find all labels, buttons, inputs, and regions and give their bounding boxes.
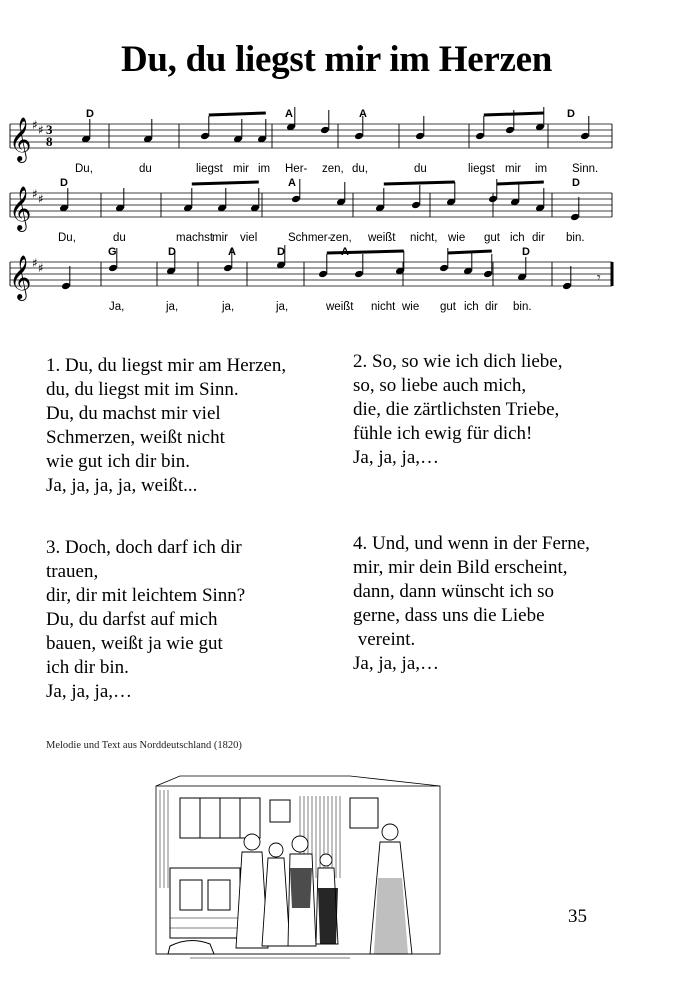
- lyric-syllable: weißt: [326, 301, 354, 313]
- chord-symbol: D: [86, 108, 94, 120]
- verse-line: vereint.: [353, 629, 416, 650]
- note-beam: [327, 251, 404, 253]
- verse-line: Ja, ja, ja,…: [353, 653, 440, 674]
- verse-4: [353, 532, 590, 676]
- family-singing-scene-icon: [150, 768, 446, 964]
- lyric-syllable: dir: [532, 232, 545, 244]
- lyric-syllable: zen,: [322, 163, 344, 175]
- key-signature-sharp-icon: ♯: [38, 192, 44, 206]
- verse-line: gerne, dass uns die Liebe: [353, 605, 545, 626]
- lyric-syllable: weißt: [368, 232, 396, 244]
- treble-clef-icon: [9, 186, 31, 232]
- lyric-syllable: zen,: [330, 232, 352, 244]
- chord-symbol: D: [572, 177, 580, 189]
- verse-line: Ja, ja, ja,…: [353, 447, 440, 468]
- verse-line: bauen, weißt ja wie gut: [46, 633, 223, 654]
- treble-clef-icon: [9, 117, 31, 163]
- lyric-syllable: du: [414, 163, 427, 175]
- svg-text:𝄞: 𝄞: [9, 186, 32, 230]
- chord-symbol: A: [285, 108, 293, 120]
- lyric-syllable: viel: [240, 232, 258, 244]
- note-beam: [384, 182, 455, 184]
- lyric-syllable: im: [258, 163, 271, 175]
- lyric-syllable: nicht,: [410, 232, 438, 244]
- lyric-syllable: Sinn.: [572, 163, 599, 175]
- verse-line: Du, du machst mir viel: [46, 403, 221, 424]
- note-beam: [484, 113, 544, 115]
- svg-text:𝄞: 𝄞: [9, 255, 32, 299]
- lyric-syllable: Her-: [285, 163, 308, 175]
- lyric-syllable: Du,: [75, 163, 93, 175]
- lyric-syllable: ja,: [166, 301, 179, 313]
- lyric-syllable: ja,: [276, 301, 289, 313]
- lyric-syllable: wie: [448, 232, 466, 244]
- lyric-syllable: mir: [212, 232, 228, 244]
- chord-symbol: D: [60, 177, 68, 189]
- verse-line: dann, dann wünscht ich so: [353, 581, 555, 602]
- key-signature-sharp-icon: ♯: [32, 256, 38, 270]
- verse-line: die, die zärtlichsten Triebe,: [353, 399, 560, 420]
- lyric-syllable: gut: [440, 301, 456, 313]
- verse-line: mir, mir dein Bild erscheint,: [353, 557, 568, 578]
- key-signature-sharp-icon: ♯: [32, 118, 38, 132]
- chord-symbol: A: [228, 246, 236, 258]
- lyric-syllable: wie: [402, 301, 420, 313]
- lyric-syllable: ich: [510, 232, 525, 244]
- verse-line: Schmerzen, weißt nicht: [46, 427, 225, 448]
- lyric-syllable: mir: [505, 163, 521, 175]
- lyric-syllable: du: [139, 163, 152, 175]
- lyric-syllable: Du,: [58, 232, 76, 244]
- lyric-syllable: bin.: [566, 232, 585, 244]
- lyric-syllable: dir: [485, 301, 498, 313]
- key-signature-sharp-icon: ♯: [38, 261, 44, 275]
- chord-symbol: D: [168, 246, 176, 258]
- verse-line: so, so liebe auch mich,: [353, 375, 527, 396]
- verse-line: dir, dir mit leichtem Sinn?: [46, 585, 246, 606]
- time-signature-bottom: 8: [46, 134, 53, 149]
- verse-line: du, du liegst mit im Sinn.: [46, 379, 239, 400]
- lyric-syllable: du: [113, 232, 126, 244]
- svg-text:𝄞: 𝄞: [9, 117, 32, 161]
- chord-symbol: A: [288, 177, 296, 189]
- verse-line: trauen,: [46, 561, 99, 582]
- lyric-syllable: liegst: [468, 163, 495, 175]
- verse-3: [46, 536, 245, 704]
- lyric-syllable: ja,: [222, 301, 235, 313]
- note-beam: [448, 251, 492, 253]
- treble-clef-icon: [9, 255, 31, 301]
- lyric-syllable: Ja,: [109, 301, 125, 313]
- chord-symbol: G: [108, 246, 117, 258]
- source-credit: Melodie und Text aus Norddeutschland (1820): [46, 740, 242, 751]
- lyric-syllable: du,: [352, 163, 368, 175]
- note-beam: [192, 182, 259, 184]
- verse-line: 2. So, so wie ich dich liebe,: [353, 351, 563, 372]
- verse-line: ich dir bin.: [46, 657, 129, 678]
- verse-2: [353, 350, 563, 470]
- chord-symbol: A: [359, 108, 367, 120]
- lyric-syllable: nicht: [371, 301, 396, 313]
- verse-line: Ja, ja, ja,…: [46, 681, 133, 702]
- verse-line: Ja, ja, ja, ja, weißt...: [46, 475, 198, 496]
- song-title: Du, du liegst mir im Herzen: [120, 39, 553, 80]
- verse-line: 4. Und, und wenn in der Ferne,: [353, 533, 590, 554]
- sheet-music: [0, 100, 673, 315]
- key-signature-sharp-icon: ♯: [32, 187, 38, 201]
- chord-symbol: A: [341, 246, 349, 258]
- chord-symbol: D: [567, 108, 575, 120]
- verse-1: [46, 354, 286, 498]
- lyric-syllable: bin.: [513, 301, 532, 313]
- verse-line: 3. Doch, doch darf ich dir: [46, 537, 242, 558]
- chord-symbol: D: [522, 246, 530, 258]
- key-signature-sharp-icon: ♯: [38, 123, 44, 137]
- lyric-syllable: liegst: [196, 163, 223, 175]
- lyric-syllable: im: [535, 163, 548, 175]
- verse-line: 1. Du, du liegst mir am Herzen,: [46, 355, 287, 376]
- lyric-syllable: machst: [176, 232, 214, 244]
- verse-line: Du, du darfst auf mich: [46, 609, 218, 630]
- time-signature-top: 3: [46, 122, 53, 137]
- lyric-syllable: Schmer-: [288, 232, 332, 244]
- page-number: 35: [568, 906, 587, 927]
- lyric-syllable: ich: [464, 301, 479, 313]
- chord-symbol: D: [277, 246, 285, 258]
- note-beam: [209, 113, 266, 115]
- note-beam: [497, 182, 544, 184]
- verse-line: fühle ich ewig für dich!: [353, 423, 533, 444]
- lyric-syllable: gut: [484, 232, 500, 244]
- eighth-rest-icon: 𝄾: [597, 270, 601, 286]
- verse-line: wie gut ich dir bin.: [46, 451, 191, 472]
- lyric-syllable: mir: [233, 163, 249, 175]
